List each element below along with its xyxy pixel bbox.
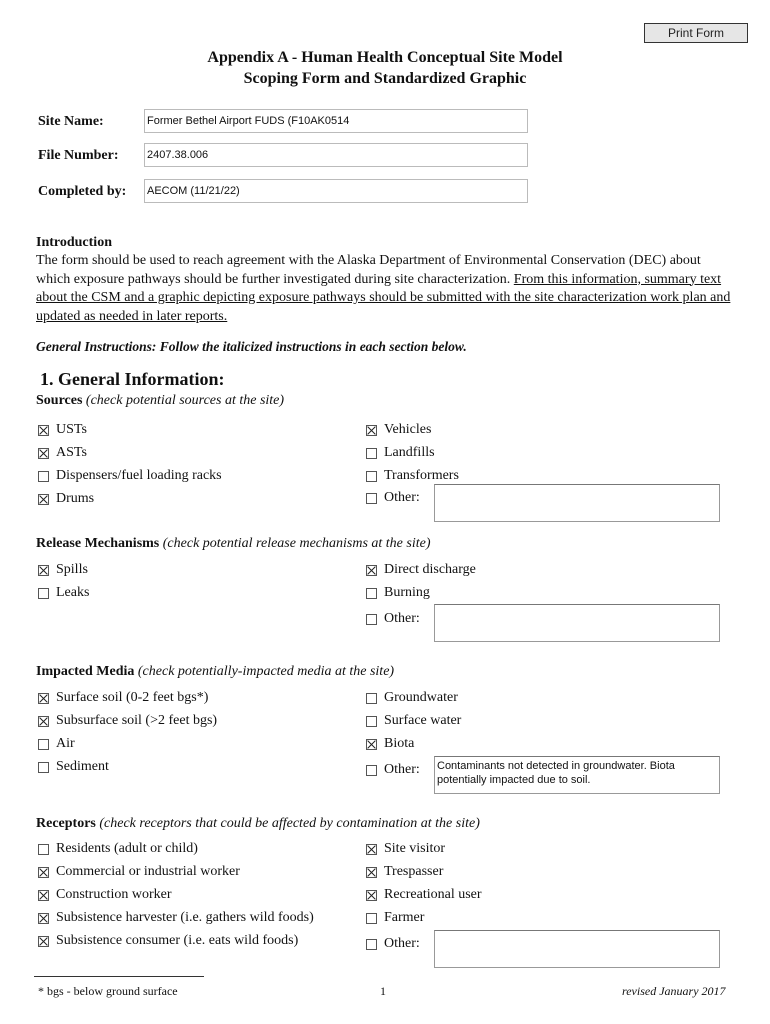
checkbox-item[interactable]: [38, 863, 314, 881]
release-right-list: [366, 561, 476, 602]
checkbox-label: USTs: [56, 422, 87, 437]
checkbox-icon[interactable]: [366, 913, 377, 924]
sources-title: Sources: [36, 393, 83, 408]
checkbox-label: Sediment: [56, 759, 109, 774]
checkbox-icon[interactable]: [366, 867, 377, 878]
checkbox-icon[interactable]: [38, 425, 49, 436]
checkbox-item[interactable]: [38, 712, 217, 730]
checkbox-item[interactable]: [38, 909, 314, 927]
page-subtitle: Scoping Form and Standardized Graphic: [243, 70, 527, 87]
checkbox-icon[interactable]: [366, 890, 377, 901]
checkbox-item[interactable]: [366, 886, 482, 904]
checkbox-label: Commercial or industrial worker: [56, 864, 240, 879]
print-form-button[interactable]: Print Form: [644, 23, 748, 43]
receptors-title: Receptors: [36, 816, 96, 831]
checkbox-icon[interactable]: [38, 565, 49, 576]
checkbox-icon[interactable]: [366, 716, 377, 727]
sources-instruction: (check potential sources at the site): [85, 393, 285, 408]
checkbox-icon[interactable]: [38, 716, 49, 727]
checkbox-icon[interactable]: [38, 494, 49, 505]
checkbox-item[interactable]: [38, 735, 217, 753]
checkbox-icon[interactable]: [366, 471, 377, 482]
checkbox-label: Construction worker: [56, 887, 172, 902]
checkbox-label: Site visitor: [384, 841, 446, 856]
checkbox-label: Burning: [384, 585, 430, 600]
checkbox-label: Trespasser: [384, 864, 444, 879]
checkbox-icon[interactable]: [38, 762, 49, 773]
release-title: Release Mechanisms: [36, 536, 160, 551]
checkbox-icon[interactable]: [38, 448, 49, 459]
checkbox-icon[interactable]: [366, 425, 377, 436]
checkbox-item[interactable]: [38, 444, 222, 462]
checkbox-icon[interactable]: [366, 493, 377, 504]
checkbox-item[interactable]: [38, 490, 222, 508]
checkbox-label: Leaks: [56, 585, 90, 600]
checkbox-icon[interactable]: [38, 890, 49, 901]
completed-by-input[interactable]: AECOM (11/21/22): [144, 179, 528, 203]
checkbox-label: Other:: [384, 490, 420, 505]
media-left-list: [38, 689, 217, 776]
sources-heading: [36, 393, 284, 409]
media-right-list: [366, 689, 461, 753]
introduction-heading: Introduction: [36, 235, 112, 250]
checkbox-label: Recreational user: [384, 887, 482, 902]
checkbox-label: Spills: [56, 562, 88, 577]
file-number-label: File Number:: [38, 148, 119, 163]
checkbox-item[interactable]: [366, 561, 476, 579]
checkbox-item[interactable]: [38, 886, 314, 904]
checkbox-item[interactable]: [366, 863, 482, 881]
page-number: 1: [380, 984, 386, 998]
checkbox-item[interactable]: [38, 467, 222, 485]
receptors-other-checkbox[interactable]: [366, 935, 420, 953]
media-other-checkbox[interactable]: [366, 761, 420, 779]
receptors-right-list: [366, 840, 482, 927]
footnote: * bgs - below ground surface: [38, 984, 178, 998]
intro-underlined: From this information, summary text about the CSM and a graphic depicting exposure pathways should be submitted with the site characterization work plan and updated as needed in later reports.: [36, 271, 731, 324]
checkbox-label: Transformers: [384, 468, 459, 483]
receptors-other-input[interactable]: [434, 930, 720, 968]
checkbox-label: Biota: [384, 736, 415, 751]
checkbox-label: Landfills: [384, 445, 435, 460]
checkbox-label: Other:: [384, 762, 420, 777]
receptors-heading: [36, 816, 480, 832]
release-heading: [36, 536, 431, 552]
checkbox-item[interactable]: [366, 712, 461, 730]
checkbox-label: Groundwater: [384, 690, 458, 705]
checkbox-item[interactable]: [38, 561, 89, 579]
media-title: Impacted Media: [36, 664, 135, 679]
checkbox-item[interactable]: [366, 444, 459, 462]
file-number-input[interactable]: 2407.38.006: [144, 143, 528, 167]
checkbox-label: Vehicles: [384, 422, 432, 437]
checkbox-icon[interactable]: [38, 471, 49, 482]
checkbox-label: Subsurface soil (>2 feet bgs): [56, 713, 218, 728]
checkbox-icon[interactable]: [366, 448, 377, 459]
checkbox-icon[interactable]: [366, 765, 377, 776]
receptors-instruction: (check receptors that could be affected by contamination at the site): [99, 816, 480, 831]
checkbox-item[interactable]: [38, 584, 89, 602]
checkbox-icon[interactable]: [38, 844, 49, 855]
release-left-list: [38, 561, 89, 602]
revised-date: revised January 2017: [622, 984, 726, 998]
release-other-input[interactable]: [434, 604, 720, 642]
checkbox-label: Other:: [384, 611, 420, 626]
release-other-checkbox[interactable]: [366, 610, 420, 628]
introduction-text: [36, 252, 736, 326]
checkbox-item[interactable]: [366, 467, 459, 485]
checkbox-label: ASTs: [56, 445, 87, 460]
checkbox-icon[interactable]: [38, 913, 49, 924]
checkbox-icon[interactable]: [366, 565, 377, 576]
receptors-left-list: [38, 840, 314, 950]
checkbox-label: Air: [56, 736, 75, 751]
completed-by-label: Completed by:: [38, 184, 127, 199]
site-name-label: Site Name:: [38, 114, 104, 129]
checkbox-label: Drums: [56, 491, 95, 506]
checkbox-item[interactable]: [38, 421, 222, 439]
checkbox-item[interactable]: [366, 909, 482, 927]
checkbox-item[interactable]: [38, 758, 217, 776]
checkbox-item[interactable]: [38, 689, 217, 707]
checkbox-label: Surface water: [384, 713, 462, 728]
checkbox-icon[interactable]: [366, 588, 377, 599]
media-other-input[interactable]: Contaminants not detected in groundwater. Biota potentially impacted due to soil.: [434, 756, 720, 794]
general-instructions: General Instructions: Follow the italicized instructions in each section below.: [36, 339, 467, 354]
release-instruction: (check potential release mechanisms at the site): [162, 536, 431, 551]
page-title: Appendix A - Human Health Conceptual Site Model: [207, 49, 563, 66]
sources-other-checkbox[interactable]: [366, 489, 420, 507]
checkbox-item[interactable]: [366, 735, 461, 753]
checkbox-icon[interactable]: [38, 693, 49, 704]
checkbox-label: Direct discharge: [384, 562, 476, 577]
checkbox-item[interactable]: [38, 840, 314, 858]
media-heading: [36, 664, 394, 680]
checkbox-icon[interactable]: [366, 939, 377, 950]
sources-other-input[interactable]: [434, 484, 720, 522]
checkbox-label: Dispensers/fuel loading racks: [56, 468, 222, 483]
checkbox-icon[interactable]: [366, 739, 377, 750]
intro-plain: The form should be used to reach agreement with the Alaska Department of Environmental Conservation (DEC) about which exposure pathways should be further investigated during site characterization.: [36, 253, 701, 287]
checkbox-icon[interactable]: [366, 693, 377, 704]
checkbox-item[interactable]: [366, 421, 459, 439]
checkbox-icon[interactable]: [38, 739, 49, 750]
media-instruction: (check potentially-impacted media at the site): [137, 664, 395, 679]
checkbox-icon[interactable]: [366, 614, 377, 625]
checkbox-item[interactable]: [38, 932, 314, 950]
checkbox-label: Surface soil (0-2 feet bgs*): [56, 690, 209, 705]
checkbox-item[interactable]: [366, 840, 482, 858]
checkbox-icon[interactable]: [38, 936, 49, 947]
section-1-title: 1. General Information:: [40, 369, 225, 389]
footnote-divider: [34, 976, 204, 977]
checkbox-label: Subsistence consumer (i.e. eats wild foods): [56, 933, 299, 948]
checkbox-label: Other:: [384, 936, 420, 951]
checkbox-item[interactable]: [366, 689, 461, 707]
checkbox-icon[interactable]: [38, 588, 49, 599]
checkbox-icon[interactable]: [366, 844, 377, 855]
site-name-input[interactable]: Former Bethel Airport FUDS (F10AK0514: [144, 109, 528, 133]
checkbox-label: Farmer: [384, 910, 425, 925]
sources-left-list: [38, 421, 222, 508]
checkbox-label: Subsistence harvester (i.e. gathers wild foods): [56, 910, 314, 925]
checkbox-icon[interactable]: [38, 867, 49, 878]
checkbox-item[interactable]: [366, 584, 476, 602]
sources-right-list: [366, 421, 459, 485]
checkbox-label: Residents (adult or child): [56, 841, 198, 856]
